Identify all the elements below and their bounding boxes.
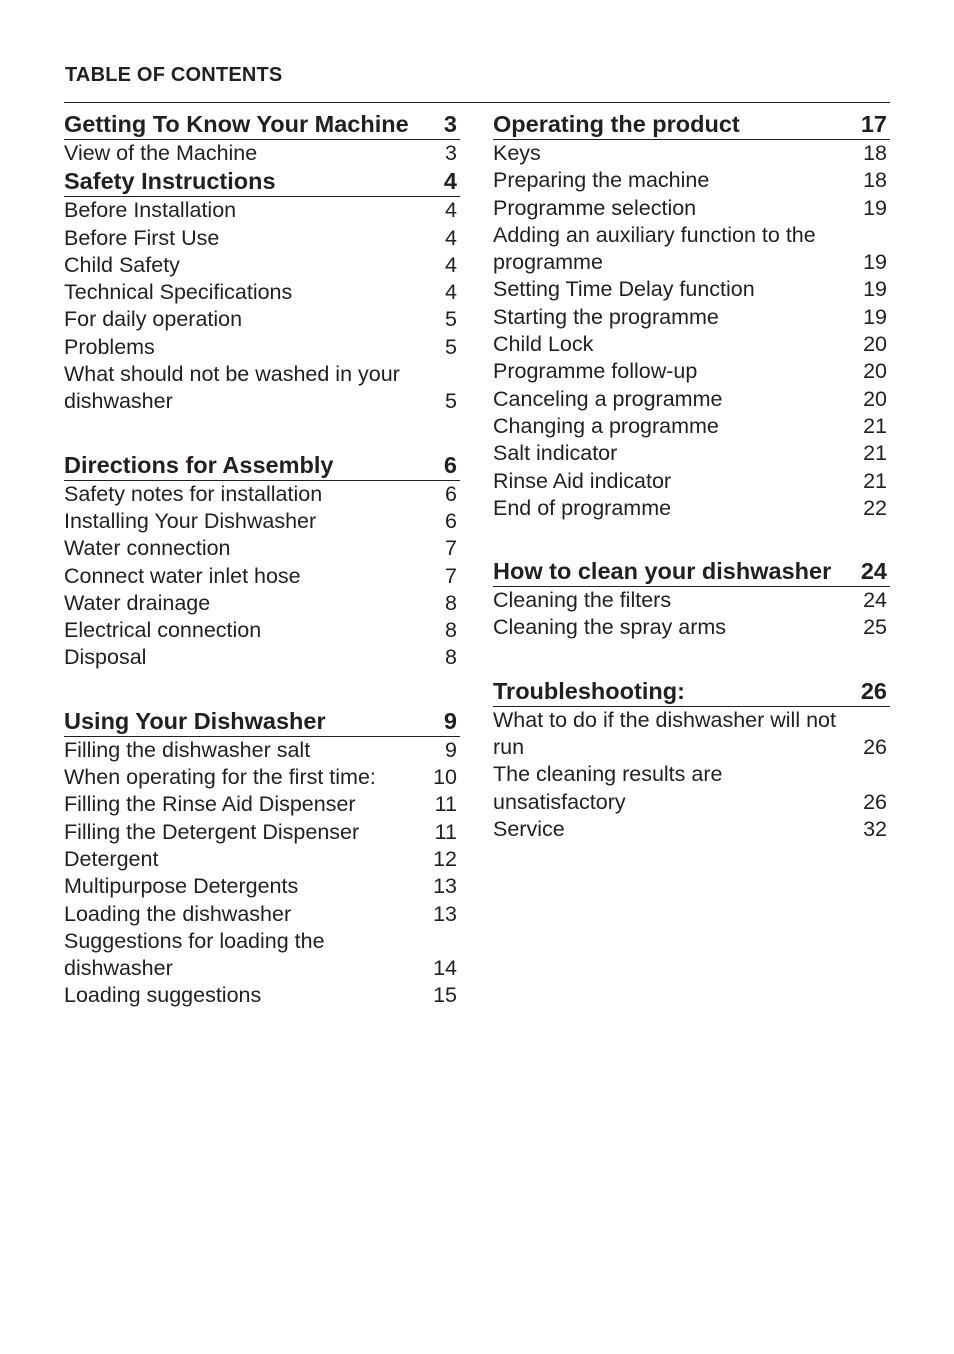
entry-page: 12 [433, 846, 457, 871]
entry-page: 20 [863, 332, 887, 357]
entry-title: Keys [493, 141, 541, 165]
section-title: Using Your Dishwasher [64, 707, 326, 734]
toc-entry[interactable] [64, 846, 460, 873]
section-heading[interactable] [493, 110, 890, 140]
section-page: 24 [860, 558, 887, 585]
section-page: 17 [860, 111, 887, 137]
entry-title: Detergent [64, 846, 159, 871]
entry-page: 5 [445, 334, 457, 359]
entry-title: Water drainage [64, 590, 211, 615]
entry-title: Preparing the machine [493, 168, 710, 193]
entry-title: Electrical connection [64, 618, 262, 643]
toc-entry[interactable] [493, 614, 890, 641]
section-title: Directions for Assembly [64, 451, 334, 478]
toc-section [64, 167, 460, 415]
toc-entry[interactable] [64, 791, 460, 818]
entry-title: Changing a programme [493, 413, 719, 438]
entry-title: Starting the programme [493, 304, 719, 329]
entry-page: 32 [863, 816, 887, 841]
toc-section [64, 451, 460, 672]
toc-entry[interactable] [493, 707, 890, 762]
toc-section [493, 677, 890, 843]
entry-page: 20 [863, 359, 887, 384]
toc-entry[interactable] [64, 481, 460, 508]
toc-entry[interactable] [64, 361, 460, 416]
toc-entry[interactable] [64, 901, 460, 928]
entry-page: 6 [445, 508, 457, 533]
entry-title: Child Safety [64, 252, 180, 277]
entry-title: Water connection [64, 536, 231, 561]
toc-entry[interactable] [64, 563, 460, 590]
section-page: 4 [443, 168, 457, 195]
toc-entry[interactable] [64, 306, 460, 333]
entry-page: 3 [445, 141, 457, 165]
toc-entry[interactable] [64, 508, 460, 535]
section-title: How to clean your dishwasher [493, 558, 832, 585]
section-title: Operating the product [493, 111, 740, 137]
toc-entry[interactable] [493, 468, 890, 495]
entry-page: 13 [433, 901, 457, 926]
entry-title: For daily operation [64, 307, 243, 332]
top-rule [64, 102, 890, 103]
entry-page: 11 [434, 792, 457, 817]
toc-entry[interactable] [493, 816, 890, 843]
toc-entry[interactable] [64, 764, 460, 791]
section-heading[interactable] [493, 557, 890, 587]
entry-title: What to do if the dishwasher will not run [493, 707, 836, 760]
toc-section [64, 707, 460, 1010]
toc-right-column [493, 110, 890, 843]
entry-page: 4 [445, 252, 457, 277]
entry-title: Problems [64, 334, 155, 359]
entry-title: Child Lock [493, 332, 594, 357]
entry-page: 7 [445, 563, 457, 588]
toc-entry[interactable] [493, 276, 890, 303]
section-page: 6 [443, 451, 457, 478]
entry-page: 25 [863, 615, 887, 640]
toc-entry[interactable] [493, 495, 890, 522]
section-heading[interactable] [64, 167, 460, 197]
entry-page: 21 [863, 468, 887, 493]
entry-title: Service [493, 816, 565, 841]
entry-page: 4 [445, 280, 457, 305]
toc-entry[interactable] [64, 982, 460, 1009]
entry-page: 18 [863, 168, 887, 193]
entry-title: Programme follow-up [493, 359, 698, 384]
entry-title: Filling the dishwasher salt [64, 737, 311, 762]
entry-page: 9 [445, 737, 457, 762]
entry-title: When operating for the first time: [64, 765, 376, 790]
toc-entry[interactable] [493, 304, 890, 331]
entry-page: 5 [445, 389, 457, 414]
entry-page: 22 [863, 495, 887, 520]
section-heading[interactable] [64, 110, 460, 140]
entry-title: Installing Your Dishwasher [64, 508, 317, 533]
toc-entry[interactable] [493, 413, 890, 440]
entry-page: 19 [863, 277, 887, 302]
entry-page: 5 [445, 307, 457, 332]
entry-page: 4 [445, 198, 457, 223]
entry-page: 6 [445, 481, 457, 506]
entry-page: 20 [863, 386, 887, 411]
toc-section [493, 110, 890, 522]
toc-entry[interactable] [493, 761, 890, 816]
entry-page: 26 [863, 735, 887, 760]
entry-page: 19 [863, 195, 887, 220]
entry-page: 4 [445, 225, 457, 250]
toc-entry[interactable] [64, 197, 460, 224]
toc-entry[interactable] [64, 225, 460, 252]
entry-page: 24 [863, 588, 887, 613]
toc-entry[interactable] [64, 737, 460, 764]
entry-title: Before First Use [64, 225, 220, 250]
toc-entry[interactable] [64, 279, 460, 306]
entry-page: 21 [863, 413, 887, 438]
toc-entry[interactable] [493, 140, 890, 167]
entry-title: End of programme [493, 495, 672, 520]
entry-page: 19 [863, 304, 887, 329]
entry-page: 8 [445, 590, 457, 615]
entry-title: Setting Time Delay function [493, 277, 755, 302]
section-heading[interactable] [64, 707, 460, 737]
toc-entry[interactable] [64, 928, 460, 983]
toc-entry[interactable] [493, 386, 890, 413]
section-page: 3 [443, 111, 457, 137]
entry-title: Safety notes for installation [64, 481, 323, 506]
toc-entry[interactable] [64, 535, 460, 562]
entry-title: Adding an auxiliary function to the programme [493, 222, 816, 275]
entry-page: 15 [433, 983, 457, 1008]
entry-title: Loading suggestions [64, 983, 262, 1008]
entry-title: The cleaning results are unsatisfactory [493, 762, 723, 814]
entry-page: 11 [434, 819, 457, 844]
toc-entry[interactable] [64, 334, 460, 361]
section-page: 9 [443, 707, 457, 734]
toc-entry[interactable] [64, 873, 460, 900]
entry-title: Filling the Detergent Dispenser [64, 819, 360, 844]
entry-page: 10 [433, 765, 457, 790]
entry-title: Salt indicator [493, 441, 618, 466]
toc-section [64, 110, 460, 167]
entry-page: 14 [433, 956, 457, 981]
entry-page: 8 [445, 618, 457, 643]
section-heading[interactable] [64, 451, 460, 481]
page-title: TABLE OF CONTENTS [65, 64, 283, 86]
toc-entry[interactable] [64, 617, 460, 644]
toc-entry[interactable] [64, 644, 460, 671]
toc-section [493, 557, 890, 642]
entry-page: 13 [433, 874, 457, 899]
toc-entry[interactable] [64, 252, 460, 279]
entry-page: 8 [445, 645, 457, 670]
toc-entry[interactable] [64, 590, 460, 617]
entry-title: Canceling a programme [493, 386, 723, 411]
entry-title: Disposal [64, 645, 147, 670]
toc-entry[interactable] [493, 440, 890, 467]
entry-title: Loading the dishwasher [64, 901, 292, 926]
section-heading[interactable] [493, 677, 890, 707]
toc-entry[interactable] [493, 195, 890, 222]
entry-title: Multipurpose Detergents [64, 874, 299, 899]
entry-title: Technical Specifications [64, 280, 293, 305]
entry-title: Cleaning the filters [493, 588, 672, 613]
toc-entry[interactable] [493, 331, 890, 358]
section-title: Troubleshooting: [493, 677, 685, 704]
section-title: Getting To Know Your Machine [64, 111, 409, 137]
entry-title: Connect water inlet hose [64, 563, 301, 588]
toc-entry[interactable] [64, 819, 460, 846]
entry-title: Before Installation [64, 198, 237, 223]
entry-page: 21 [863, 441, 887, 466]
entry-page: 19 [863, 250, 887, 275]
entry-title: Suggestions for loading the dishwasher [64, 928, 325, 981]
entry-title: Programme selection [493, 195, 697, 220]
toc-entry[interactable] [493, 358, 890, 385]
toc-entry[interactable] [493, 587, 890, 614]
toc-entry[interactable] [64, 140, 460, 167]
entry-title: Rinse Aid indicator [493, 468, 672, 493]
section-title: Safety Instructions [64, 168, 276, 195]
entry-title: View of the Machine [64, 141, 258, 165]
entry-page: 26 [863, 789, 887, 814]
entry-page: 7 [445, 536, 457, 561]
toc-left-column [64, 110, 460, 1010]
section-page: 26 [860, 677, 887, 704]
toc-entry[interactable] [493, 167, 890, 194]
toc-entry[interactable] [493, 222, 890, 277]
entry-title: Filling the Rinse Aid Dispenser [64, 792, 356, 817]
entry-title: What should not be washed in your dishwasher [64, 362, 400, 414]
entry-page: 18 [863, 141, 887, 165]
entry-title: Cleaning the spray arms [493, 615, 727, 640]
